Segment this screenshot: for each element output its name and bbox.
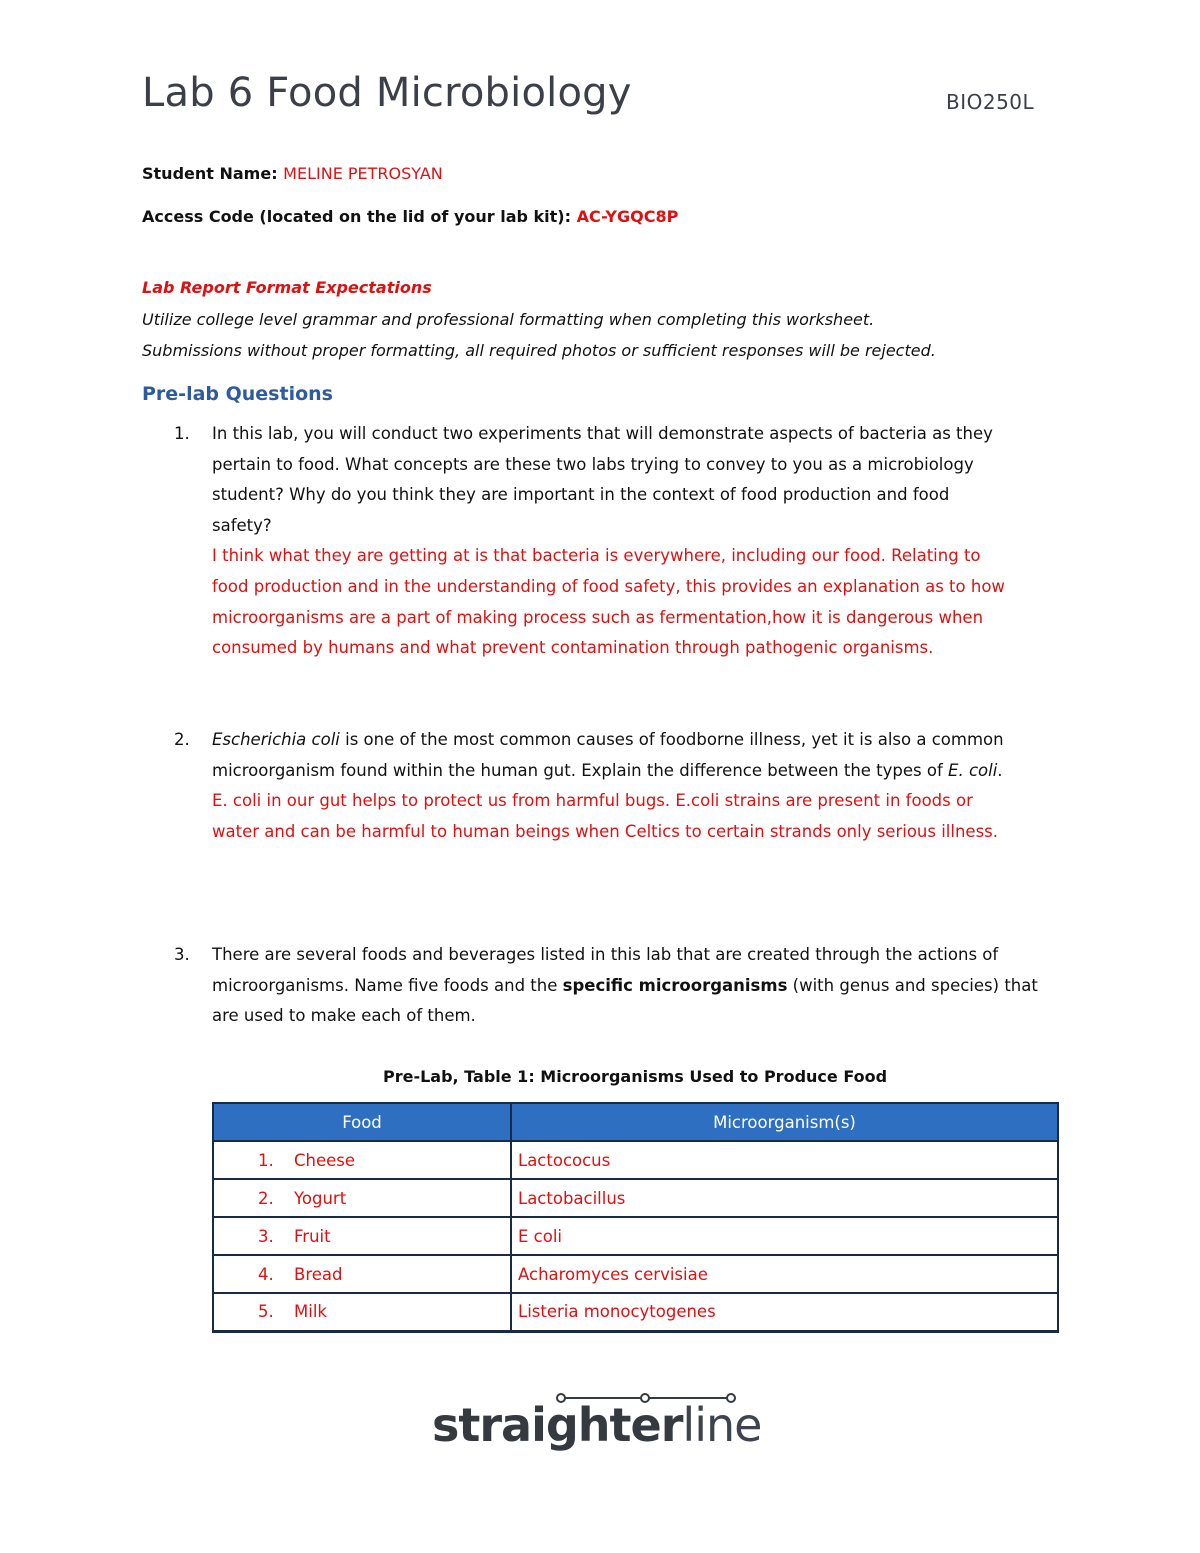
question-3-text: (with genus and species) that (787, 975, 1038, 995)
question-2-line (212, 725, 1082, 756)
table-header-row (213, 1103, 1058, 1141)
answer-2-line: E. coli in our gut helps to protect us from harmful bugs. E.coli strains are present in foods or (212, 791, 973, 811)
microorganism-cell[interactable]: Lactococus (511, 1141, 1058, 1179)
food-name: Milk (294, 1302, 327, 1322)
microorganism-cell[interactable]: Acharomyces cervisiae (511, 1255, 1058, 1293)
course-code: BIO250L (946, 90, 1035, 114)
question-1-number: 1. (174, 424, 190, 443)
question-2-line (212, 756, 1082, 787)
student-name-label: Student Name: (142, 164, 278, 183)
row-number: 1. (258, 1150, 274, 1170)
answer-1-line: consumed by humans and what prevent contamination through pathogenic organisms. (212, 638, 934, 658)
answer-1-line: microorganisms are a part of making process such as fermentation,how it is dangerous when (212, 607, 984, 627)
food-name: Yogurt (294, 1188, 347, 1208)
row-number: 5. (258, 1302, 274, 1322)
table-caption: Pre-Lab, Table 1: Microorganisms Used to Produce Food (382, 1067, 888, 1086)
row-number: 4. (258, 1264, 274, 1284)
food-name: Cheese (294, 1150, 356, 1170)
student-name-field (142, 164, 443, 183)
format-line-2: Submissions without proper formatting, all required photos or sufficient responses will be rejected. (142, 341, 936, 360)
question-3-line: are used to make each of them. (212, 1006, 476, 1026)
food-cell[interactable] (213, 1141, 511, 1179)
question-3-text: microorganisms. Name five foods and the (212, 975, 563, 995)
species-name: E. coli (948, 760, 998, 780)
logo-text-bold: straighter (432, 1398, 683, 1452)
question-1-line: safety? (212, 515, 272, 535)
answer-2-line: water and can be harmful to human beings when Celtics to certain strands only serious illness. (212, 821, 999, 841)
species-name: Escherichia coli (212, 730, 340, 749)
logo-text-light: line (682, 1398, 762, 1452)
answer-1-line: food production and in the understanding of food safety, this provides an explanation as to how (212, 576, 1005, 596)
microorganism-cell[interactable]: E coli (511, 1217, 1058, 1255)
question-2-text: . (997, 760, 1003, 780)
column-header-microorganism: Microorganism(s) (511, 1103, 1058, 1141)
page-title: Lab 6 Food Microbiology (142, 70, 632, 116)
food-name: Fruit (294, 1226, 331, 1246)
food-name: Bread (294, 1264, 343, 1284)
question-3-line (212, 971, 1082, 1002)
format-expectations-title: Lab Report Format Expectations (142, 278, 432, 297)
access-code-field (142, 207, 678, 226)
question-3-number: 3. (174, 945, 190, 964)
food-cell[interactable] (213, 1217, 511, 1255)
table-row (213, 1255, 1058, 1293)
question-1-line: pertain to food. What concepts are these two labs trying to convey to you as a microbiology (212, 454, 974, 474)
access-code-label: Access Code (located on the lid of your lab kit): (142, 207, 572, 226)
food-cell[interactable] (213, 1255, 511, 1293)
row-number: 3. (258, 1226, 274, 1246)
straighterline-logo (432, 1398, 761, 1452)
question-2-number: 2. (174, 730, 190, 749)
question-3-line: There are several foods and beverages listed in this lab that are created through the actions of (212, 945, 999, 964)
question-1-line: student? Why do you think they are important in the context of food production and food (212, 485, 950, 505)
answer-1-line: I think what they are getting at is that bacteria is everywhere, including our food. Relating to (212, 546, 981, 566)
access-code-value: AC-YGQC8P (576, 207, 679, 226)
question-2-text: is one of the most common causes of foodborne illness, yet it is also a common (339, 730, 1004, 749)
format-line-1: Utilize college level grammar and professional formatting when completing this worksheet. (142, 310, 875, 329)
microorganism-cell[interactable]: Listeria monocytogenes (511, 1293, 1058, 1331)
table-row (213, 1179, 1058, 1217)
column-header-food: Food (213, 1103, 511, 1141)
food-cell[interactable] (213, 1179, 511, 1217)
food-microorganism-table (212, 1102, 1059, 1333)
row-number: 2. (258, 1188, 274, 1208)
table-row (213, 1293, 1058, 1331)
prelab-heading: Pre-lab Questions (142, 383, 333, 405)
food-cell[interactable] (213, 1293, 511, 1331)
table-row (213, 1217, 1058, 1255)
emphasis-text: specific microorganisms (562, 975, 788, 995)
table-row (213, 1141, 1058, 1179)
microorganism-cell[interactable]: Lactobacillus (511, 1179, 1058, 1217)
student-name-value: MELINE PETROSYAN (283, 164, 443, 183)
question-1-line: In this lab, you will conduct two experiments that will demonstrate aspects of bacteria as they (212, 424, 993, 443)
question-2-text: microorganism found within the human gut. Explain the difference between the types of (212, 760, 949, 780)
